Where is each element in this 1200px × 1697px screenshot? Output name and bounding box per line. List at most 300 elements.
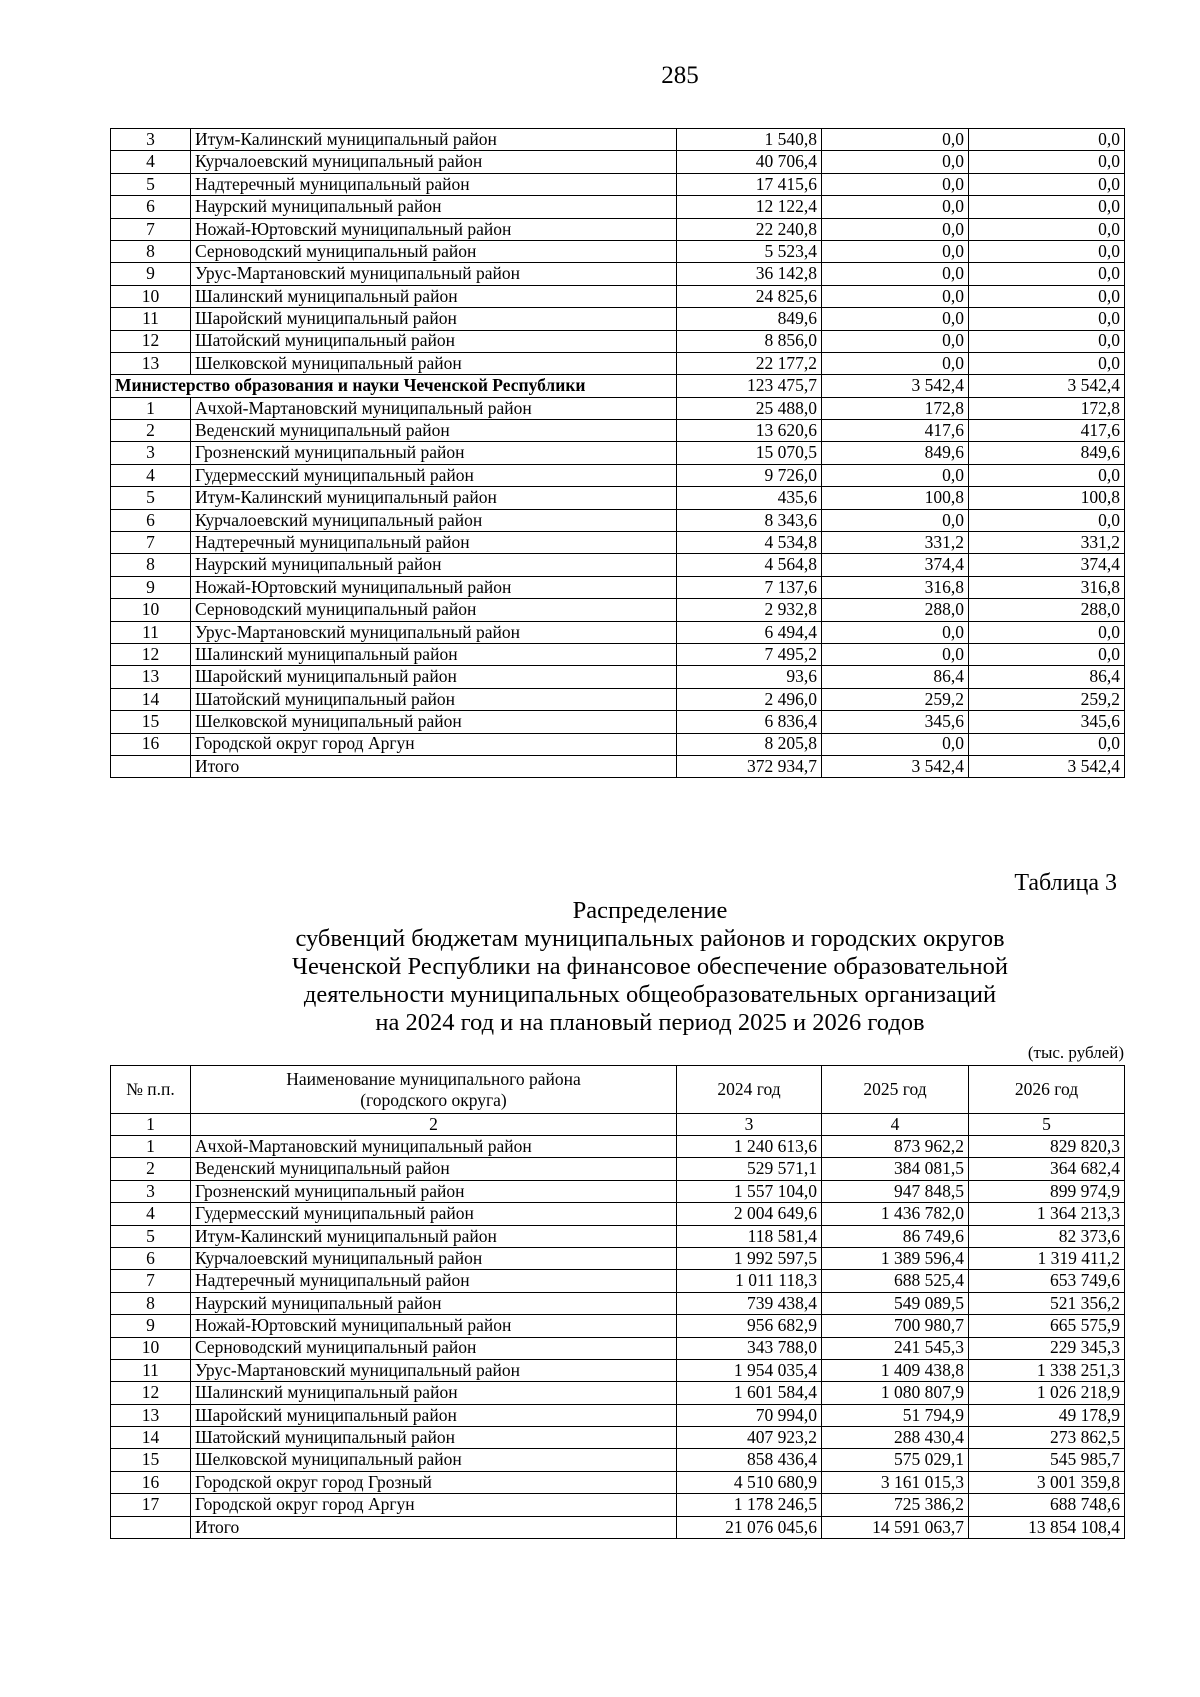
district-name: Шелковской муниципальный район: [191, 1449, 677, 1471]
value-2025: 0,0: [822, 129, 969, 151]
district-name: Надтеречный муниципальный район: [191, 173, 677, 195]
table-row: [111, 1382, 1125, 1404]
row-number: 11: [111, 308, 191, 330]
value-2024: 93,6: [677, 666, 822, 688]
district-name: Шаройский муниципальный район: [191, 666, 677, 688]
row-number: [111, 755, 191, 777]
value-2026: 0,0: [969, 196, 1125, 218]
value-2025: 417,6: [822, 420, 969, 442]
value-2024: 4 510 680,9: [677, 1471, 822, 1493]
value-2026: 229 345,3: [969, 1337, 1125, 1359]
value-2025: 14 591 063,7: [822, 1516, 969, 1538]
value-2025: 0,0: [822, 509, 969, 531]
value-2026: 0,0: [969, 308, 1125, 330]
value-2026: 829 820,3: [969, 1136, 1125, 1158]
value-2024: 1 601 584,4: [677, 1382, 822, 1404]
district-name: Серноводский муниципальный район: [191, 240, 677, 262]
value-2025: 0,0: [822, 733, 969, 755]
value-2024: 13 620,6: [677, 420, 822, 442]
table-row: [111, 420, 1125, 442]
row-number: 12: [111, 1382, 191, 1404]
value-2024: 1 011 118,3: [677, 1270, 822, 1292]
district-name: Шатойский муниципальный район: [191, 330, 677, 352]
section-value-2025: 3 542,4: [822, 375, 969, 397]
value-2025: 288,0: [822, 599, 969, 621]
value-2026: 273 862,5: [969, 1427, 1125, 1449]
header-name: Наименование муниципального района (городского округа): [191, 1066, 677, 1114]
table-row: [111, 173, 1125, 195]
table-row: [111, 1315, 1125, 1337]
district-name: Веденский муниципальный район: [191, 420, 677, 442]
value-2024: 1 178 246,5: [677, 1494, 822, 1516]
value-2026: 0,0: [969, 285, 1125, 307]
table-row: [111, 1136, 1125, 1158]
value-2025: 172,8: [822, 397, 969, 419]
value-2024: 5 523,4: [677, 240, 822, 262]
table-row: [111, 1180, 1125, 1202]
district-name: Урус-Мартановский муниципальный район: [191, 263, 677, 285]
value-2026: 288,0: [969, 599, 1125, 621]
total-row: [111, 755, 1125, 777]
district-name: Надтеречный муниципальный район: [191, 532, 677, 554]
value-2024: 372 934,7: [677, 755, 822, 777]
district-name: Наурский муниципальный район: [191, 1292, 677, 1314]
value-2025: 873 962,2: [822, 1136, 969, 1158]
row-number: 6: [111, 196, 191, 218]
value-2025: 0,0: [822, 285, 969, 307]
table-row: [111, 129, 1125, 151]
value-2025: 0,0: [822, 196, 969, 218]
district-name: Городской округ город Грозный: [191, 1471, 677, 1493]
district-name: Итум-Калинский муниципальный район: [191, 129, 677, 151]
row-number: 9: [111, 576, 191, 598]
subvention-distribution-table: [110, 1065, 1125, 1539]
value-2024: 15 070,5: [677, 442, 822, 464]
header-2025: 2025 год: [822, 1066, 969, 1114]
value-2026: 100,8: [969, 487, 1125, 509]
district-name: Шелковской муниципальный район: [191, 711, 677, 733]
value-2026: 13 854 108,4: [969, 1516, 1125, 1538]
value-2025: 0,0: [822, 240, 969, 262]
title-line: субвенций бюджетам муниципальных районов и городских округов: [295, 925, 1005, 952]
value-2024: 1 240 613,6: [677, 1136, 822, 1158]
table-row: [111, 196, 1125, 218]
value-2026: 0,0: [969, 464, 1125, 486]
section-value-2026: 3 542,4: [969, 375, 1125, 397]
row-number: 6: [111, 509, 191, 531]
value-2025: 0,0: [822, 173, 969, 195]
value-2026: 0,0: [969, 733, 1125, 755]
table-row: [111, 643, 1125, 665]
value-2025: 725 386,2: [822, 1494, 969, 1516]
title-line: деятельности муниципальных общеобразовательных организаций: [303, 981, 997, 1008]
value-2026: 0,0: [969, 509, 1125, 531]
row-number: 14: [111, 688, 191, 710]
value-2026: 849,6: [969, 442, 1125, 464]
table-row: [111, 1247, 1125, 1269]
row-number: 11: [111, 621, 191, 643]
row-number: 4: [111, 151, 191, 173]
value-2025: 51 794,9: [822, 1404, 969, 1426]
value-2024: 7 137,6: [677, 576, 822, 598]
district-name: Ножай-Юртовский муниципальный район: [191, 1315, 677, 1337]
table-row: [111, 464, 1125, 486]
row-number: 15: [111, 1449, 191, 1471]
row-number: 7: [111, 1270, 191, 1292]
district-name: Шатойский муниципальный район: [191, 688, 677, 710]
value-2026: 653 749,6: [969, 1270, 1125, 1292]
value-2024: 858 436,4: [677, 1449, 822, 1471]
value-2026: 0,0: [969, 151, 1125, 173]
header-row: [111, 1066, 1125, 1114]
district-name: Курчалоевский муниципальный район: [191, 1247, 677, 1269]
value-2024: 407 923,2: [677, 1427, 822, 1449]
value-2025: 241 545,3: [822, 1337, 969, 1359]
table-row: [111, 285, 1125, 307]
value-2025: 316,8: [822, 576, 969, 598]
table-row: [111, 218, 1125, 240]
table-row: [111, 554, 1125, 576]
section-row: [111, 375, 1125, 397]
district-name: Шалинский муниципальный район: [191, 285, 677, 307]
row-number: 4: [111, 1203, 191, 1225]
row-number: 3: [111, 442, 191, 464]
value-2026: 0,0: [969, 129, 1125, 151]
section-value-2024: 123 475,7: [677, 375, 822, 397]
table-row: [111, 1158, 1125, 1180]
value-2025: 1 389 596,4: [822, 1247, 969, 1269]
value-2026: 545 985,7: [969, 1449, 1125, 1471]
value-2025: 0,0: [822, 330, 969, 352]
column-number: 1: [111, 1114, 191, 1136]
value-2024: 2 496,0: [677, 688, 822, 710]
value-2026: 0,0: [969, 173, 1125, 195]
value-2026: 82 373,6: [969, 1225, 1125, 1247]
district-name: Урус-Мартановский муниципальный район: [191, 621, 677, 643]
value-2024: 12 122,4: [677, 196, 822, 218]
table-row: [111, 733, 1125, 755]
table-row: [111, 352, 1125, 374]
district-name: Курчалоевский муниципальный район: [191, 151, 677, 173]
row-number: 12: [111, 643, 191, 665]
row-number: 7: [111, 218, 191, 240]
table-row: [111, 263, 1125, 285]
value-2025: 1 436 782,0: [822, 1203, 969, 1225]
district-name: Надтеречный муниципальный район: [191, 1270, 677, 1292]
value-2024: 22 177,2: [677, 352, 822, 374]
row-number: 10: [111, 599, 191, 621]
value-2026: 86,4: [969, 666, 1125, 688]
value-2025: 0,0: [822, 308, 969, 330]
value-2024: 1 540,8: [677, 129, 822, 151]
row-number: 10: [111, 1337, 191, 1359]
value-2026: 0,0: [969, 218, 1125, 240]
table-row: [111, 1449, 1125, 1471]
value-2026: 49 178,9: [969, 1404, 1125, 1426]
value-2024: 343 788,0: [677, 1337, 822, 1359]
value-2026: 172,8: [969, 397, 1125, 419]
district-name: Наурский муниципальный район: [191, 554, 677, 576]
value-2025: 384 081,5: [822, 1158, 969, 1180]
row-number: 9: [111, 263, 191, 285]
value-2025: 86,4: [822, 666, 969, 688]
value-2025: 0,0: [822, 151, 969, 173]
district-name: Серноводский муниципальный район: [191, 599, 677, 621]
value-2024: 4 534,8: [677, 532, 822, 554]
value-2025: 700 980,7: [822, 1315, 969, 1337]
value-2026: 665 575,9: [969, 1315, 1125, 1337]
value-2024: 849,6: [677, 308, 822, 330]
district-name: Ножай-Юртовский муниципальный район: [191, 218, 677, 240]
table-row: [111, 532, 1125, 554]
district-name: Веденский муниципальный район: [191, 1158, 677, 1180]
row-number: 8: [111, 1292, 191, 1314]
value-2024: 24 825,6: [677, 285, 822, 307]
district-name: Ачхой-Мартановский муниципальный район: [191, 397, 677, 419]
header-2026: 2026 год: [969, 1066, 1125, 1114]
value-2026: 364 682,4: [969, 1158, 1125, 1180]
total-row: [111, 1516, 1125, 1538]
district-name: Городской округ город Аргун: [191, 1494, 677, 1516]
district-name: Грозненский муниципальный район: [191, 1180, 677, 1202]
value-2024: 2 004 649,6: [677, 1203, 822, 1225]
value-2024: 2 932,8: [677, 599, 822, 621]
table-row: [111, 1270, 1125, 1292]
district-name: Урус-Мартановский муниципальный район: [191, 1359, 677, 1381]
row-number: 1: [111, 1136, 191, 1158]
district-name: Грозненский муниципальный район: [191, 442, 677, 464]
value-2025: 0,0: [822, 263, 969, 285]
row-number: 3: [111, 1180, 191, 1202]
value-2026: 417,6: [969, 420, 1125, 442]
district-name: Курчалоевский муниципальный район: [191, 509, 677, 531]
table-row: [111, 576, 1125, 598]
value-2026: 0,0: [969, 643, 1125, 665]
table-row: [111, 621, 1125, 643]
column-number-row: [111, 1114, 1125, 1136]
value-2025: 100,8: [822, 487, 969, 509]
value-2026: 1 364 213,3: [969, 1203, 1125, 1225]
district-name: Шалинский муниципальный район: [191, 1382, 677, 1404]
value-2025: 3 542,4: [822, 755, 969, 777]
table-row: [111, 1359, 1125, 1381]
row-number: 10: [111, 285, 191, 307]
value-2024: 21 076 045,6: [677, 1516, 822, 1538]
table-row: [111, 599, 1125, 621]
table-row: [111, 397, 1125, 419]
continued-distribution-table: [110, 128, 1125, 778]
value-2024: 6 494,4: [677, 621, 822, 643]
row-number: 9: [111, 1315, 191, 1337]
table-row: [111, 1225, 1125, 1247]
value-2024: 4 564,8: [677, 554, 822, 576]
value-2024: 9 726,0: [677, 464, 822, 486]
row-number: 7: [111, 532, 191, 554]
value-2025: 0,0: [822, 643, 969, 665]
value-2025: 345,6: [822, 711, 969, 733]
table-row: [111, 442, 1125, 464]
value-2026: 1 026 218,9: [969, 1382, 1125, 1404]
row-number: 5: [111, 487, 191, 509]
value-2026: 0,0: [969, 263, 1125, 285]
district-name: Итум-Калинский муниципальный район: [191, 1225, 677, 1247]
table-row: [111, 240, 1125, 262]
row-number: [111, 1516, 191, 1538]
section-title: Министерство образования и науки Чеченской Республики: [111, 375, 677, 397]
table-row: [111, 509, 1125, 531]
table-label: Таблица 3: [1014, 870, 1117, 896]
value-2026: 1 338 251,3: [969, 1359, 1125, 1381]
district-name: Шаройский муниципальный район: [191, 1404, 677, 1426]
title-line: на 2024 год и на плановый период 2025 и 2026 годов: [375, 1009, 925, 1036]
table-row: [111, 1427, 1125, 1449]
row-number: 1: [111, 397, 191, 419]
table-row: [111, 1292, 1125, 1314]
unit-note: (тыс. рублей): [1027, 1043, 1124, 1062]
value-2024: 40 706,4: [677, 151, 822, 173]
row-number: 4: [111, 464, 191, 486]
value-2025: 947 848,5: [822, 1180, 969, 1202]
value-2025: 575 029,1: [822, 1449, 969, 1471]
value-2024: 118 581,4: [677, 1225, 822, 1247]
column-number: 3: [677, 1114, 822, 1136]
value-2024: 6 836,4: [677, 711, 822, 733]
table-row: [111, 330, 1125, 352]
value-2025: 849,6: [822, 442, 969, 464]
value-2026: 374,4: [969, 554, 1125, 576]
value-2026: 345,6: [969, 711, 1125, 733]
row-number: 13: [111, 666, 191, 688]
value-2024: 739 438,4: [677, 1292, 822, 1314]
value-2026: 3 001 359,8: [969, 1471, 1125, 1493]
district-name: Ножай-Юртовский муниципальный район: [191, 576, 677, 598]
value-2024: 1 557 104,0: [677, 1180, 822, 1202]
value-2026: 0,0: [969, 352, 1125, 374]
district-name: Итого: [191, 1516, 677, 1538]
value-2025: 549 089,5: [822, 1292, 969, 1314]
value-2024: 1 954 035,4: [677, 1359, 822, 1381]
row-number: 13: [111, 352, 191, 374]
value-2026: 1 319 411,2: [969, 1247, 1125, 1269]
row-number: 16: [111, 733, 191, 755]
value-2025: 0,0: [822, 464, 969, 486]
row-number: 11: [111, 1359, 191, 1381]
row-number: 8: [111, 240, 191, 262]
district-name: Гудермесский муниципальный район: [191, 1203, 677, 1225]
district-name: Итум-Калинский муниципальный район: [191, 487, 677, 509]
value-2026: 0,0: [969, 240, 1125, 262]
value-2025: 331,2: [822, 532, 969, 554]
district-name: Гудермесский муниципальный район: [191, 464, 677, 486]
row-number: 16: [111, 1471, 191, 1493]
value-2024: 529 571,1: [677, 1158, 822, 1180]
value-2025: 688 525,4: [822, 1270, 969, 1292]
value-2025: 1 409 438,8: [822, 1359, 969, 1381]
table-row: [111, 711, 1125, 733]
value-2024: 8 343,6: [677, 509, 822, 531]
header-2024: 2024 год: [677, 1066, 822, 1114]
district-name: Итого: [191, 755, 677, 777]
value-2026: 3 542,4: [969, 755, 1125, 777]
district-name: Шаройский муниципальный район: [191, 308, 677, 330]
row-number: 2: [111, 1158, 191, 1180]
value-2024: 8 205,8: [677, 733, 822, 755]
table-row: [111, 1337, 1125, 1359]
title-line: Чеченской Республики на финансовое обеспечение образовательной: [292, 953, 1008, 980]
table-row: [111, 688, 1125, 710]
value-2024: 435,6: [677, 487, 822, 509]
value-2025: 259,2: [822, 688, 969, 710]
value-2025: 0,0: [822, 218, 969, 240]
value-2024: 7 495,2: [677, 643, 822, 665]
value-2026: 899 974,9: [969, 1180, 1125, 1202]
value-2025: 3 161 015,3: [822, 1471, 969, 1493]
value-2024: 8 856,0: [677, 330, 822, 352]
table-row: [111, 487, 1125, 509]
value-2025: 0,0: [822, 352, 969, 374]
row-number: 13: [111, 1404, 191, 1426]
district-name: Серноводский муниципальный район: [191, 1337, 677, 1359]
table-row: [111, 308, 1125, 330]
row-number: 2: [111, 420, 191, 442]
table-title: [0, 897, 1200, 1037]
table-row: [111, 1494, 1125, 1516]
table-row: [111, 1203, 1125, 1225]
value-2025: 86 749,6: [822, 1225, 969, 1247]
district-name: Ачхой-Мартановский муниципальный район: [191, 1136, 677, 1158]
value-2026: 0,0: [969, 621, 1125, 643]
row-number: 14: [111, 1427, 191, 1449]
value-2024: 1 992 597,5: [677, 1247, 822, 1269]
value-2025: 0,0: [822, 621, 969, 643]
value-2026: 331,2: [969, 532, 1125, 554]
value-2024: 22 240,8: [677, 218, 822, 240]
value-2026: 316,8: [969, 576, 1125, 598]
row-number: 5: [111, 173, 191, 195]
value-2024: 956 682,9: [677, 1315, 822, 1337]
row-number: 6: [111, 1247, 191, 1269]
column-number: 2: [191, 1114, 677, 1136]
district-name: Шелковской муниципальный район: [191, 352, 677, 374]
table-row: [111, 151, 1125, 173]
value-2024: 70 994,0: [677, 1404, 822, 1426]
value-2026: 0,0: [969, 330, 1125, 352]
row-number: 3: [111, 129, 191, 151]
row-number: 12: [111, 330, 191, 352]
table-row: [111, 1404, 1125, 1426]
value-2026: 259,2: [969, 688, 1125, 710]
row-number: 15: [111, 711, 191, 733]
row-number: 17: [111, 1494, 191, 1516]
value-2025: 374,4: [822, 554, 969, 576]
title-line: Распределение: [572, 897, 728, 924]
value-2025: 1 080 807,9: [822, 1382, 969, 1404]
table-row: [111, 666, 1125, 688]
value-2025: 288 430,4: [822, 1427, 969, 1449]
table-row: [111, 1471, 1125, 1493]
column-number: 5: [969, 1114, 1125, 1136]
row-number: 5: [111, 1225, 191, 1247]
district-name: Шалинский муниципальный район: [191, 643, 677, 665]
page-number: 285: [661, 62, 699, 89]
value-2024: 36 142,8: [677, 263, 822, 285]
header-num: № п.п.: [111, 1066, 191, 1114]
value-2026: 688 748,6: [969, 1494, 1125, 1516]
value-2026: 521 356,2: [969, 1292, 1125, 1314]
value-2024: 25 488,0: [677, 397, 822, 419]
district-name: Городской округ город Аргун: [191, 733, 677, 755]
row-number: 8: [111, 554, 191, 576]
